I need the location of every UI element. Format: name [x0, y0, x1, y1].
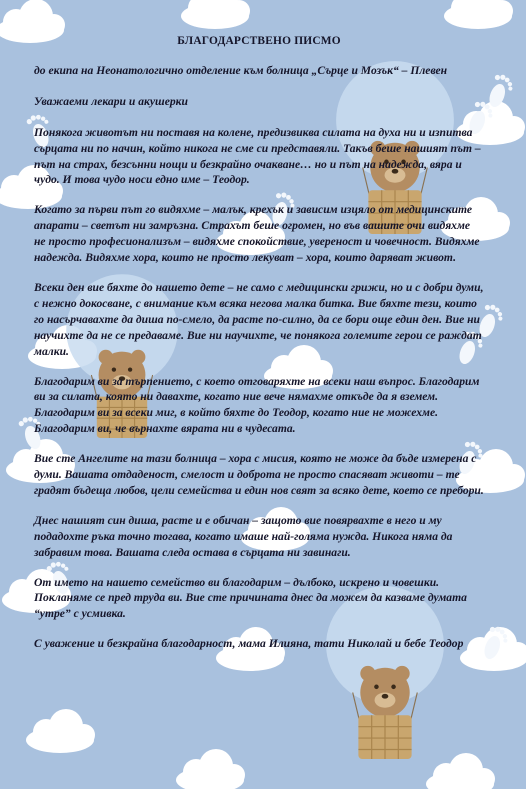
letter-paragraph: Благодарим ви за търпението, с което отговаряхте на всеки наш въпрос. Благодарим ви за силата, която ни давахте, когато ние вече нямахме откъде да я вземем. Благодарим ви за всеки миг, в който бяхте до Теодор, когато ние не можехме. Благодарим ви, че върнахте вярата ни в чудесата. — [34, 374, 480, 436]
cloud-icon — [426, 753, 495, 789]
cloud-icon — [26, 709, 95, 753]
letter-paragraph: Днес нашият син диша, расте и е обичан – защото вие повярвахте в него и му подадохте ръка точно тогава, когато имаше най-голяма нужда. Никога няма да забравим това. Вашата следа остава в сърцата ни завинаги. — [34, 513, 453, 559]
letter-paragraph: Когато за първи път го видяхме – малък, крехък и зависим изцяло от медицинските апарати – светът ни замръзна. Страхът беше огромен, но във вашите очи видяхме не просто професионализъм – видяхме спокойствие, увереност и човечност. Видяхме надежда. Видяхме хора, които не просто лекуват – хора, които даряват живот. — [34, 203, 480, 265]
letter-addressee: до екипа на Неонатологично отделение към болница „Сърце и Мозък“ – Плевен — [34, 63, 448, 77]
letter — [34, 34, 484, 667]
letter-paragraph: Всеки ден вие бяхте до нашето дете – не само с медицински грижи, но и с добри думи, с нежно докосване, с внимание към всяка негова малка битка. Вие бяхте тези, които го насърчавахте да диша по-смело, да расте по-силно, да се бори още един ден. Вие ни научихте да не се предаваме. Вие ни научихте, че понякога големите герои се раждат малки. — [34, 280, 484, 358]
letter-closing: С уважение и безкрайна благодарност, мама Илияна, тати Николай и бебе Теодор — [34, 637, 464, 651]
letter-paragraph: Вие сте Ангелите на тази болница – хора с мисия, която не може да бъде измерена с думи. Вашата отдаденост, смелост и доброта не просто спасяват животи – те градят бъдеща любов, цели семейства и един нов свят за всяко дете, което се пребори. — [34, 452, 484, 497]
letter-paragraph: От името на нашето семейство ви благодарим – дълбоко, искрено и човешки. Покланяме се пред труда ви. Вие сте причината днес да можем да казваме думата “утре” с усмивка. — [34, 575, 467, 621]
cloud-icon — [181, 0, 250, 29]
letter-title: БЛАГОДАРСТВЕНО ПИСМО — [177, 35, 341, 47]
letter-salutation: Уважаеми лекари и акушерки — [34, 94, 188, 108]
cloud-icon — [176, 749, 245, 789]
cloud-icon — [444, 0, 513, 29]
letter-paragraph: Понякога животът ни поставя на колене, предизвиква силата на духа ни и изпитва сърцата ни по начин, който никога не сме си представяли. Такъв беше нашият път – път на страх, безсънни нощи и безкрайно очакване… но и път на надежда, вяра и чудо. И това чудо носи едно име – Теодор. — [34, 125, 481, 187]
